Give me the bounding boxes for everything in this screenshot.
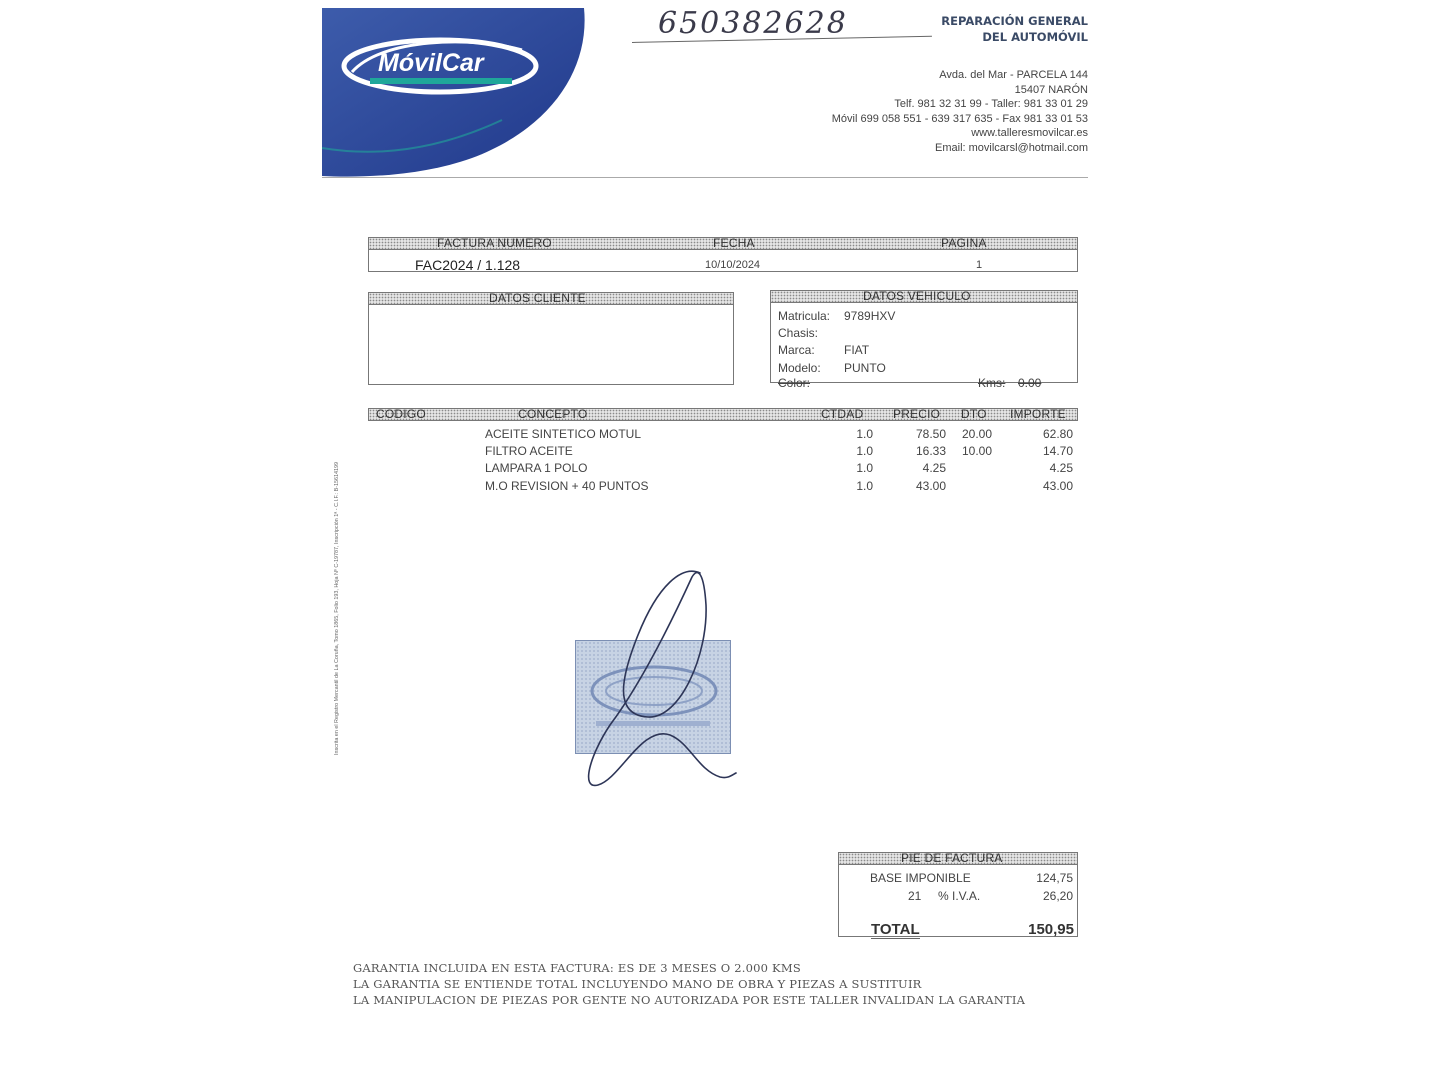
col-code: CODIGO <box>376 407 426 421</box>
row-amount: 14.70 <box>1042 444 1073 458</box>
plate-value: 9789HXV <box>844 309 896 323</box>
row-price: 16.33 <box>915 444 946 458</box>
footer-title: PIE DE FACTURA <box>901 851 1003 865</box>
col-concept: CONCEPTO <box>518 407 588 421</box>
kms-value: 0.00 <box>1018 376 1042 390</box>
address-line2: 15407 NARÓN <box>1014 83 1088 96</box>
mobile-line: Móvil 699 058 551 - 639 317 635 - Fax 981 33 01 53 <box>831 112 1088 125</box>
invoice-page: 1 <box>976 259 983 271</box>
col-qty: CTDAD <box>821 407 864 421</box>
color-label: Color: <box>778 376 811 390</box>
warranty-line3: LA MANIPULACION DE PIEZAS POR GENTE NO AUTORIZADA POR ESTE TALLER INVALIDAN LA GARANTIA <box>353 993 1026 1007</box>
row-price: 43.00 <box>915 479 946 493</box>
brand-value: FIAT <box>844 343 870 357</box>
row-concept: ACEITE SINTETICO MOTUL <box>485 427 642 441</box>
col-discount: DTO <box>961 407 987 421</box>
movilcar-logo <box>322 8 592 178</box>
warranty-line1: GARANTIA INCLUIDA EN ESTA FACTURA: ES DE 3 MESES O 2.000 KMS <box>353 961 801 975</box>
plate-label: Matricula: <box>778 309 831 323</box>
email: Email: movilcarsl@hotmail.com <box>935 141 1088 154</box>
company-title-line1: REPARACIÓN GENERAL <box>941 14 1088 28</box>
invoice-number-prefix: FAC2024 / <box>415 257 482 273</box>
col-price: PRECIO <box>893 407 941 421</box>
row-discount: 20.00 <box>961 427 992 441</box>
row-qty: 1.0 <box>856 427 873 441</box>
model-value: PUNTO <box>844 361 886 375</box>
company-title-line2: DEL AUTOMÓVIL <box>982 30 1088 44</box>
invoice-page-label: PAGINA <box>941 236 987 250</box>
chassis-label: Chasis: <box>778 326 819 340</box>
invoice-date: 10/10/2024 <box>705 259 761 271</box>
company-stamp <box>575 640 731 754</box>
row-amount: 4.25 <box>1049 461 1073 475</box>
vat-value: 26,20 <box>1042 889 1073 903</box>
row-concept: LAMPARA 1 POLO <box>485 461 588 475</box>
row-qty: 1.0 <box>856 479 873 493</box>
row-qty: 1.0 <box>856 444 873 458</box>
warranty-line2: LA GARANTIA SE ENTIENDE TOTAL INCLUYENDO MANO DE OBRA Y PIEZAS A SUSTITUIR <box>353 977 922 991</box>
invoice-number <box>415 257 520 273</box>
website: www.talleresmovilcar.es <box>971 127 1088 140</box>
vehicle-title: DATOS VEHICULO <box>863 289 971 303</box>
col-amount: IMPORTE <box>1010 407 1066 421</box>
vat-label: % I.V.A. <box>938 889 981 903</box>
phone-line: Telf. 981 32 31 99 - Taller: 981 33 01 29 <box>894 98 1088 111</box>
row-price: 78.50 <box>915 427 946 441</box>
row-concept: FILTRO ACEITE <box>485 444 573 458</box>
row-concept: M.O REVISION + 40 PUNTOS <box>485 479 649 493</box>
brand-label: Marca: <box>778 343 815 357</box>
lines-header-bar <box>368 408 1078 421</box>
client-title: DATOS CLIENTE <box>489 291 586 305</box>
header-divider <box>322 177 1088 178</box>
handwritten-phone-number: 650382628 <box>658 6 848 41</box>
kms-label: Kms: <box>978 376 1006 390</box>
row-discount: 10.00 <box>961 444 992 458</box>
row-price: 4.25 <box>922 461 946 475</box>
registry-note: Inscrita en el Registro Mercantil de La Coruña, Tomo 1865, Folio 193, Hoja Nº C-19787, Inscripción 1ª - C.I.F.: B-15614199 <box>334 461 340 755</box>
base-label: BASE IMPONIBLE <box>870 871 971 885</box>
row-qty: 1.0 <box>856 461 873 475</box>
total-label: TOTAL <box>871 921 920 938</box>
invoice-number-value: 1.128 <box>485 257 521 273</box>
vat-rate: 21 <box>908 889 922 903</box>
address-line1: Avda. del Mar - PARCELA 144 <box>939 69 1088 81</box>
client-box <box>368 304 734 385</box>
invoice-number-label: FACTURA NUMERO <box>437 236 552 250</box>
row-amount: 62.80 <box>1042 427 1073 441</box>
total-value: 150,95 <box>1028 921 1074 938</box>
base-value: 124,75 <box>1036 871 1073 885</box>
model-label: Modelo: <box>778 361 821 375</box>
row-amount: 43.00 <box>1042 479 1073 493</box>
warranty-text <box>353 960 1025 1008</box>
invoice-date-label: FECHA <box>713 236 755 250</box>
logo-text: MóvilCar <box>378 49 484 77</box>
company-title <box>941 13 1088 45</box>
company-address <box>832 68 1088 156</box>
